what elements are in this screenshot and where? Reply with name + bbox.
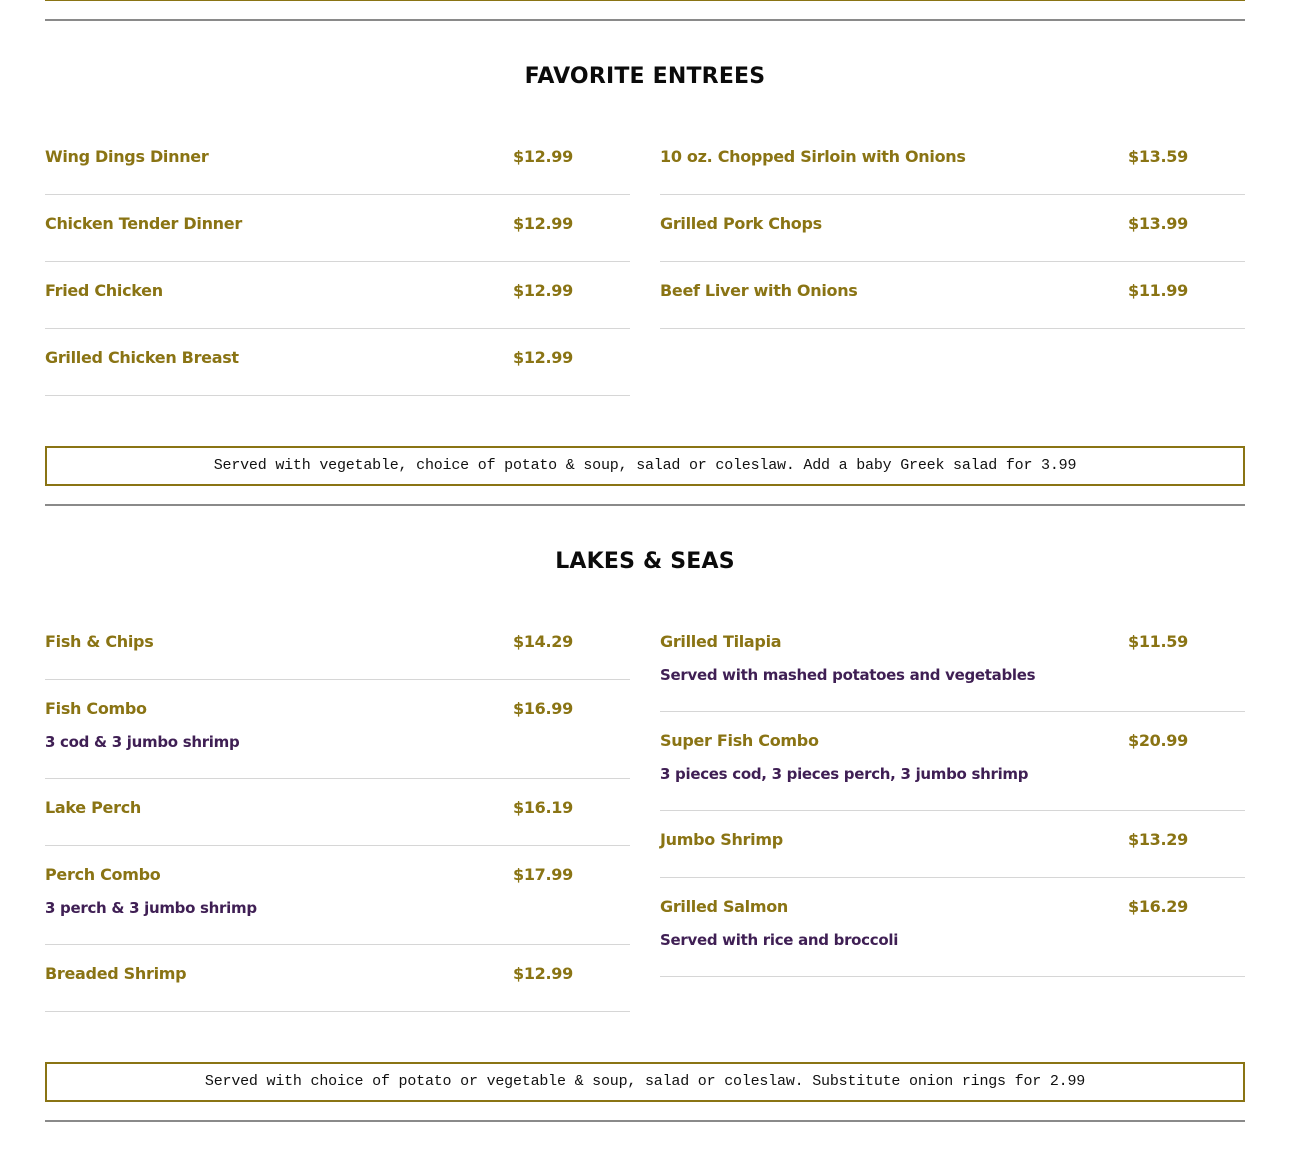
menu-item-name: Perch Combo bbox=[45, 865, 161, 884]
section-title-lakes-seas: LAKES & SEAS bbox=[555, 549, 735, 574]
menu-item-name: Lake Perch bbox=[45, 798, 141, 817]
menu-item-price: $12.99 bbox=[513, 147, 573, 166]
menu-item bbox=[45, 141, 630, 195]
menu-item bbox=[660, 811, 1245, 878]
top-border bbox=[45, 0, 1245, 1]
menu-item bbox=[660, 195, 1245, 262]
menu-item-name: Grilled Salmon bbox=[660, 897, 789, 916]
menu-item-price: $11.99 bbox=[1128, 281, 1188, 300]
menu-item-name: Fish & Chips bbox=[45, 632, 154, 651]
section-divider bbox=[45, 504, 1245, 506]
menu-item-price: $12.99 bbox=[513, 214, 573, 233]
lakes-seas-right-column bbox=[660, 626, 1245, 977]
section-note: Served with choice of potato or vegetable & soup, salad or coleslaw. Substitute onion rings for 2.99 bbox=[45, 1062, 1245, 1102]
menu-item-description: 3 cod & 3 jumbo shrimp bbox=[45, 733, 240, 751]
menu-item bbox=[45, 262, 630, 329]
menu-item-name: Breaded Shrimp bbox=[45, 964, 187, 983]
menu-item bbox=[45, 846, 630, 945]
section-note: Served with vegetable, choice of potato & soup, salad or coleslaw. Add a baby Greek salad for 3.99 bbox=[45, 446, 1245, 486]
menu-item-name: Beef Liver with Onions bbox=[660, 281, 858, 300]
section-divider bbox=[45, 1120, 1245, 1122]
menu-item-price: $13.59 bbox=[1128, 147, 1188, 166]
menu-item-name: Grilled Chicken Breast bbox=[45, 348, 239, 367]
menu-item-name: Fish Combo bbox=[45, 699, 147, 718]
menu-item bbox=[660, 878, 1245, 977]
menu-item-name: 10 oz. Chopped Sirloin with Onions bbox=[660, 147, 966, 166]
menu-item-name: Grilled Pork Chops bbox=[660, 214, 822, 233]
menu-item-price: $11.59 bbox=[1128, 632, 1188, 651]
menu-item bbox=[660, 262, 1245, 329]
menu-item-price: $13.99 bbox=[1128, 214, 1188, 233]
lakes-seas-left-column bbox=[45, 626, 630, 1012]
menu-item bbox=[45, 680, 630, 779]
menu-item bbox=[660, 712, 1245, 811]
favorite-entrees-left-column bbox=[45, 141, 630, 396]
menu-item-name: Wing Dings Dinner bbox=[45, 147, 209, 166]
menu-item bbox=[45, 329, 630, 396]
menu-item-price: $17.99 bbox=[513, 865, 573, 884]
menu-item-name: Super Fish Combo bbox=[660, 731, 819, 750]
menu-item bbox=[45, 195, 630, 262]
menu-item-price: $12.99 bbox=[513, 348, 573, 367]
menu-item-price: $14.29 bbox=[513, 632, 573, 651]
menu-item bbox=[45, 945, 630, 1012]
menu-item-description: Served with mashed potatoes and vegetables bbox=[660, 666, 1036, 684]
menu-item-name: Fried Chicken bbox=[45, 281, 163, 300]
section-divider bbox=[45, 19, 1245, 21]
menu-item bbox=[660, 141, 1245, 195]
menu-item bbox=[45, 626, 630, 680]
menu-item-description: Served with rice and broccoli bbox=[660, 931, 899, 949]
menu-item-price: $13.29 bbox=[1128, 830, 1188, 849]
menu-item bbox=[660, 626, 1245, 712]
menu-item-price: $12.99 bbox=[513, 281, 573, 300]
menu-item bbox=[45, 779, 630, 846]
menu-item-description: 3 pieces cod, 3 pieces perch, 3 jumbo shrimp bbox=[660, 765, 1029, 783]
menu-item-price: $16.19 bbox=[513, 798, 573, 817]
menu-item-price: $20.99 bbox=[1128, 731, 1188, 750]
menu-item-name: Grilled Tilapia bbox=[660, 632, 782, 651]
menu-item-price: $16.99 bbox=[513, 699, 573, 718]
favorite-entrees-right-column bbox=[660, 141, 1245, 329]
menu-item-name: Jumbo Shrimp bbox=[660, 830, 783, 849]
menu-item-price: $12.99 bbox=[513, 964, 573, 983]
menu-item-description: 3 perch & 3 jumbo shrimp bbox=[45, 899, 257, 917]
menu-item-price: $16.29 bbox=[1128, 897, 1188, 916]
menu-item-name: Chicken Tender Dinner bbox=[45, 214, 242, 233]
section-title-favorite-entrees: FAVORITE ENTREES bbox=[524, 64, 766, 89]
